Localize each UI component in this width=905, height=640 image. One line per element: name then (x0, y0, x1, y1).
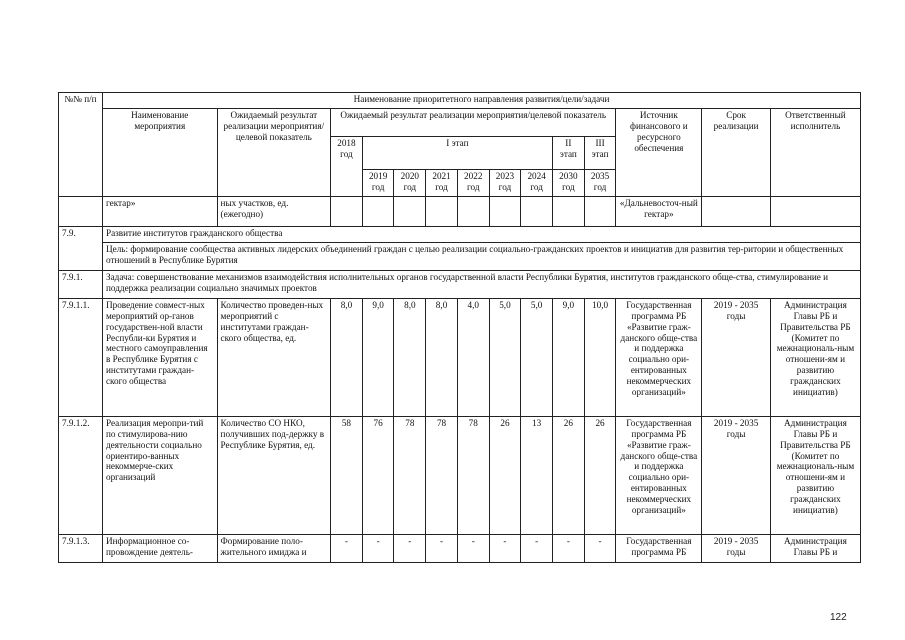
row-value: 13 (521, 417, 553, 535)
task-row (59, 271, 861, 299)
header-responsible: Ответственный исполнитель (770, 109, 860, 197)
header-year: 2019 год (362, 170, 394, 197)
row-event: Информационное со-провождение деятель- (102, 535, 217, 563)
row-responsible: Администрация Главы РБ и Правительства РБ (Комитет по межнациональ-ным отношени-ям и развитию гражданских инициатив) (770, 299, 860, 417)
row-value: 58 (331, 417, 363, 535)
row-value: - (362, 535, 394, 563)
goal-row (59, 243, 861, 271)
header-row-1 (59, 93, 861, 109)
header-year: 2035 год (584, 170, 616, 197)
row-value: - (553, 535, 585, 563)
header-year-2018: 2018 год (331, 137, 363, 197)
header-year: 2030 год (553, 170, 585, 197)
row-value: - (584, 535, 616, 563)
header-expected-result: Ожидаемый результат реализации мероприятия/целевой показатель (217, 109, 331, 197)
row-funding: Государственная программа РБ «Развитие граж-данского обще-ства и поддержка социально ори-ентированных некоммерческих организаций» (616, 299, 702, 417)
row-event: Реализация меропри-тий по стимулирова-нию деятельности социально ориентиро-ванных некоммерче-ских организаций (102, 417, 217, 535)
row-value: 26 (584, 417, 616, 535)
row-num: 7.9.1.3. (59, 535, 103, 563)
row-result: Формирование поло-жительного имиджа и (217, 535, 331, 563)
row-num: 7.9.1.1. (59, 299, 103, 417)
row-value: 5,0 (489, 299, 521, 417)
table-row (59, 417, 861, 535)
row-value: 26 (489, 417, 521, 535)
row-value: - (426, 535, 458, 563)
row-term: 2019 - 2035 годы (702, 299, 771, 417)
row-value: 8,0 (426, 299, 458, 417)
header-expected-indicator: Ожидаемый результат реализации мероприятия/целевой показатель (331, 109, 616, 137)
continuation-row (59, 197, 861, 227)
row-num: 7.9.1.2. (59, 417, 103, 535)
header-stage-3: III этап (584, 137, 616, 170)
header-stage-1: I этап (362, 137, 552, 170)
row-value: 8,0 (394, 299, 426, 417)
row-value: 9,0 (362, 299, 394, 417)
header-num: №№ п/п (59, 93, 103, 197)
row-value: 76 (362, 417, 394, 535)
row-value: 8,0 (331, 299, 363, 417)
header-term: Срок реализации (702, 109, 771, 197)
task-text: Задача: совершенствование механизмов взаимодействия исполнительных органов государственной власти Республики Бурятия, институтов гражданского обще-ства, стимулирование и поддержка реализации социально значимых проектов (102, 271, 860, 299)
table-row (59, 535, 861, 563)
row-value: 78 (426, 417, 458, 535)
row-value: - (457, 535, 489, 563)
cont-event: гектар» (102, 197, 217, 227)
row-responsible: Администрация Главы РБ и (770, 535, 860, 563)
section-goal: Цель: формирование сообщества активных лидерских объединений граждан с целью реализации социально-гражданских проектов и инициатив для развития тер-ритории и общественных отношений в Республике Бурятия (102, 243, 860, 271)
row-value: 9,0 (553, 299, 585, 417)
page-number: 122 (830, 612, 847, 623)
row-value: 4,0 (457, 299, 489, 417)
row-event: Проведение совмест-ных мероприятий ор-ганов государствен-ной власти Республи-ки Бурятия и местного самоуправления в Республике Бурятия с институтами граждан-ского общества (102, 299, 217, 417)
row-value: - (489, 535, 521, 563)
row-value: 78 (457, 417, 489, 535)
header-stage-2: II этап (553, 137, 585, 170)
row-value: - (331, 535, 363, 563)
header-funding: Источник финансового и ресурсного обеспечения (616, 109, 702, 197)
row-result: Количество СО НКО, получивших под-держку в Республике Бурятия, ед. (217, 417, 331, 535)
header-year: 2022 год (457, 170, 489, 197)
row-responsible: Администрация Главы РБ и Правительства РБ (Комитет по межнациональ-ным отношени-ям и развитию гражданских инициатив) (770, 417, 860, 535)
row-term: 2019 - 2035 годы (702, 417, 771, 535)
section-title: Развитие институтов гражданского общества (102, 227, 860, 243)
header-row-2 (59, 109, 861, 137)
header-year: 2021 год (426, 170, 458, 197)
row-value: 26 (553, 417, 585, 535)
header-year: 2020 год (394, 170, 426, 197)
section-row (59, 227, 861, 243)
cont-funding: «Дальневосточ-ный гектар» (616, 197, 702, 227)
header-direction: Наименование приоритетного направления развития/цели/задачи (102, 93, 860, 109)
task-num: 7.9.1. (59, 271, 103, 299)
row-value: 78 (394, 417, 426, 535)
header-year: 2024 год (521, 170, 553, 197)
header-year: 2023 год (489, 170, 521, 197)
row-result: Количество проведен-ных мероприятий с институтами граждан-ского общества, ед. (217, 299, 331, 417)
row-value: - (394, 535, 426, 563)
row-funding: Государственная программа РБ «Развитие граж-данского обще-ства и поддержка социально ори-ентированных некоммерческих организаций» (616, 417, 702, 535)
row-value: 5,0 (521, 299, 553, 417)
row-value: 10,0 (584, 299, 616, 417)
row-value: - (521, 535, 553, 563)
cont-result: ных участков, ед. (ежегодно) (217, 197, 331, 227)
header-event-name: Наименование мероприятия (102, 109, 217, 197)
section-num: 7.9. (59, 227, 103, 271)
row-funding: Государственная программа РБ (616, 535, 702, 563)
plan-table (58, 92, 861, 563)
table-row (59, 299, 861, 417)
row-term: 2019 - 2035 годы (702, 535, 771, 563)
